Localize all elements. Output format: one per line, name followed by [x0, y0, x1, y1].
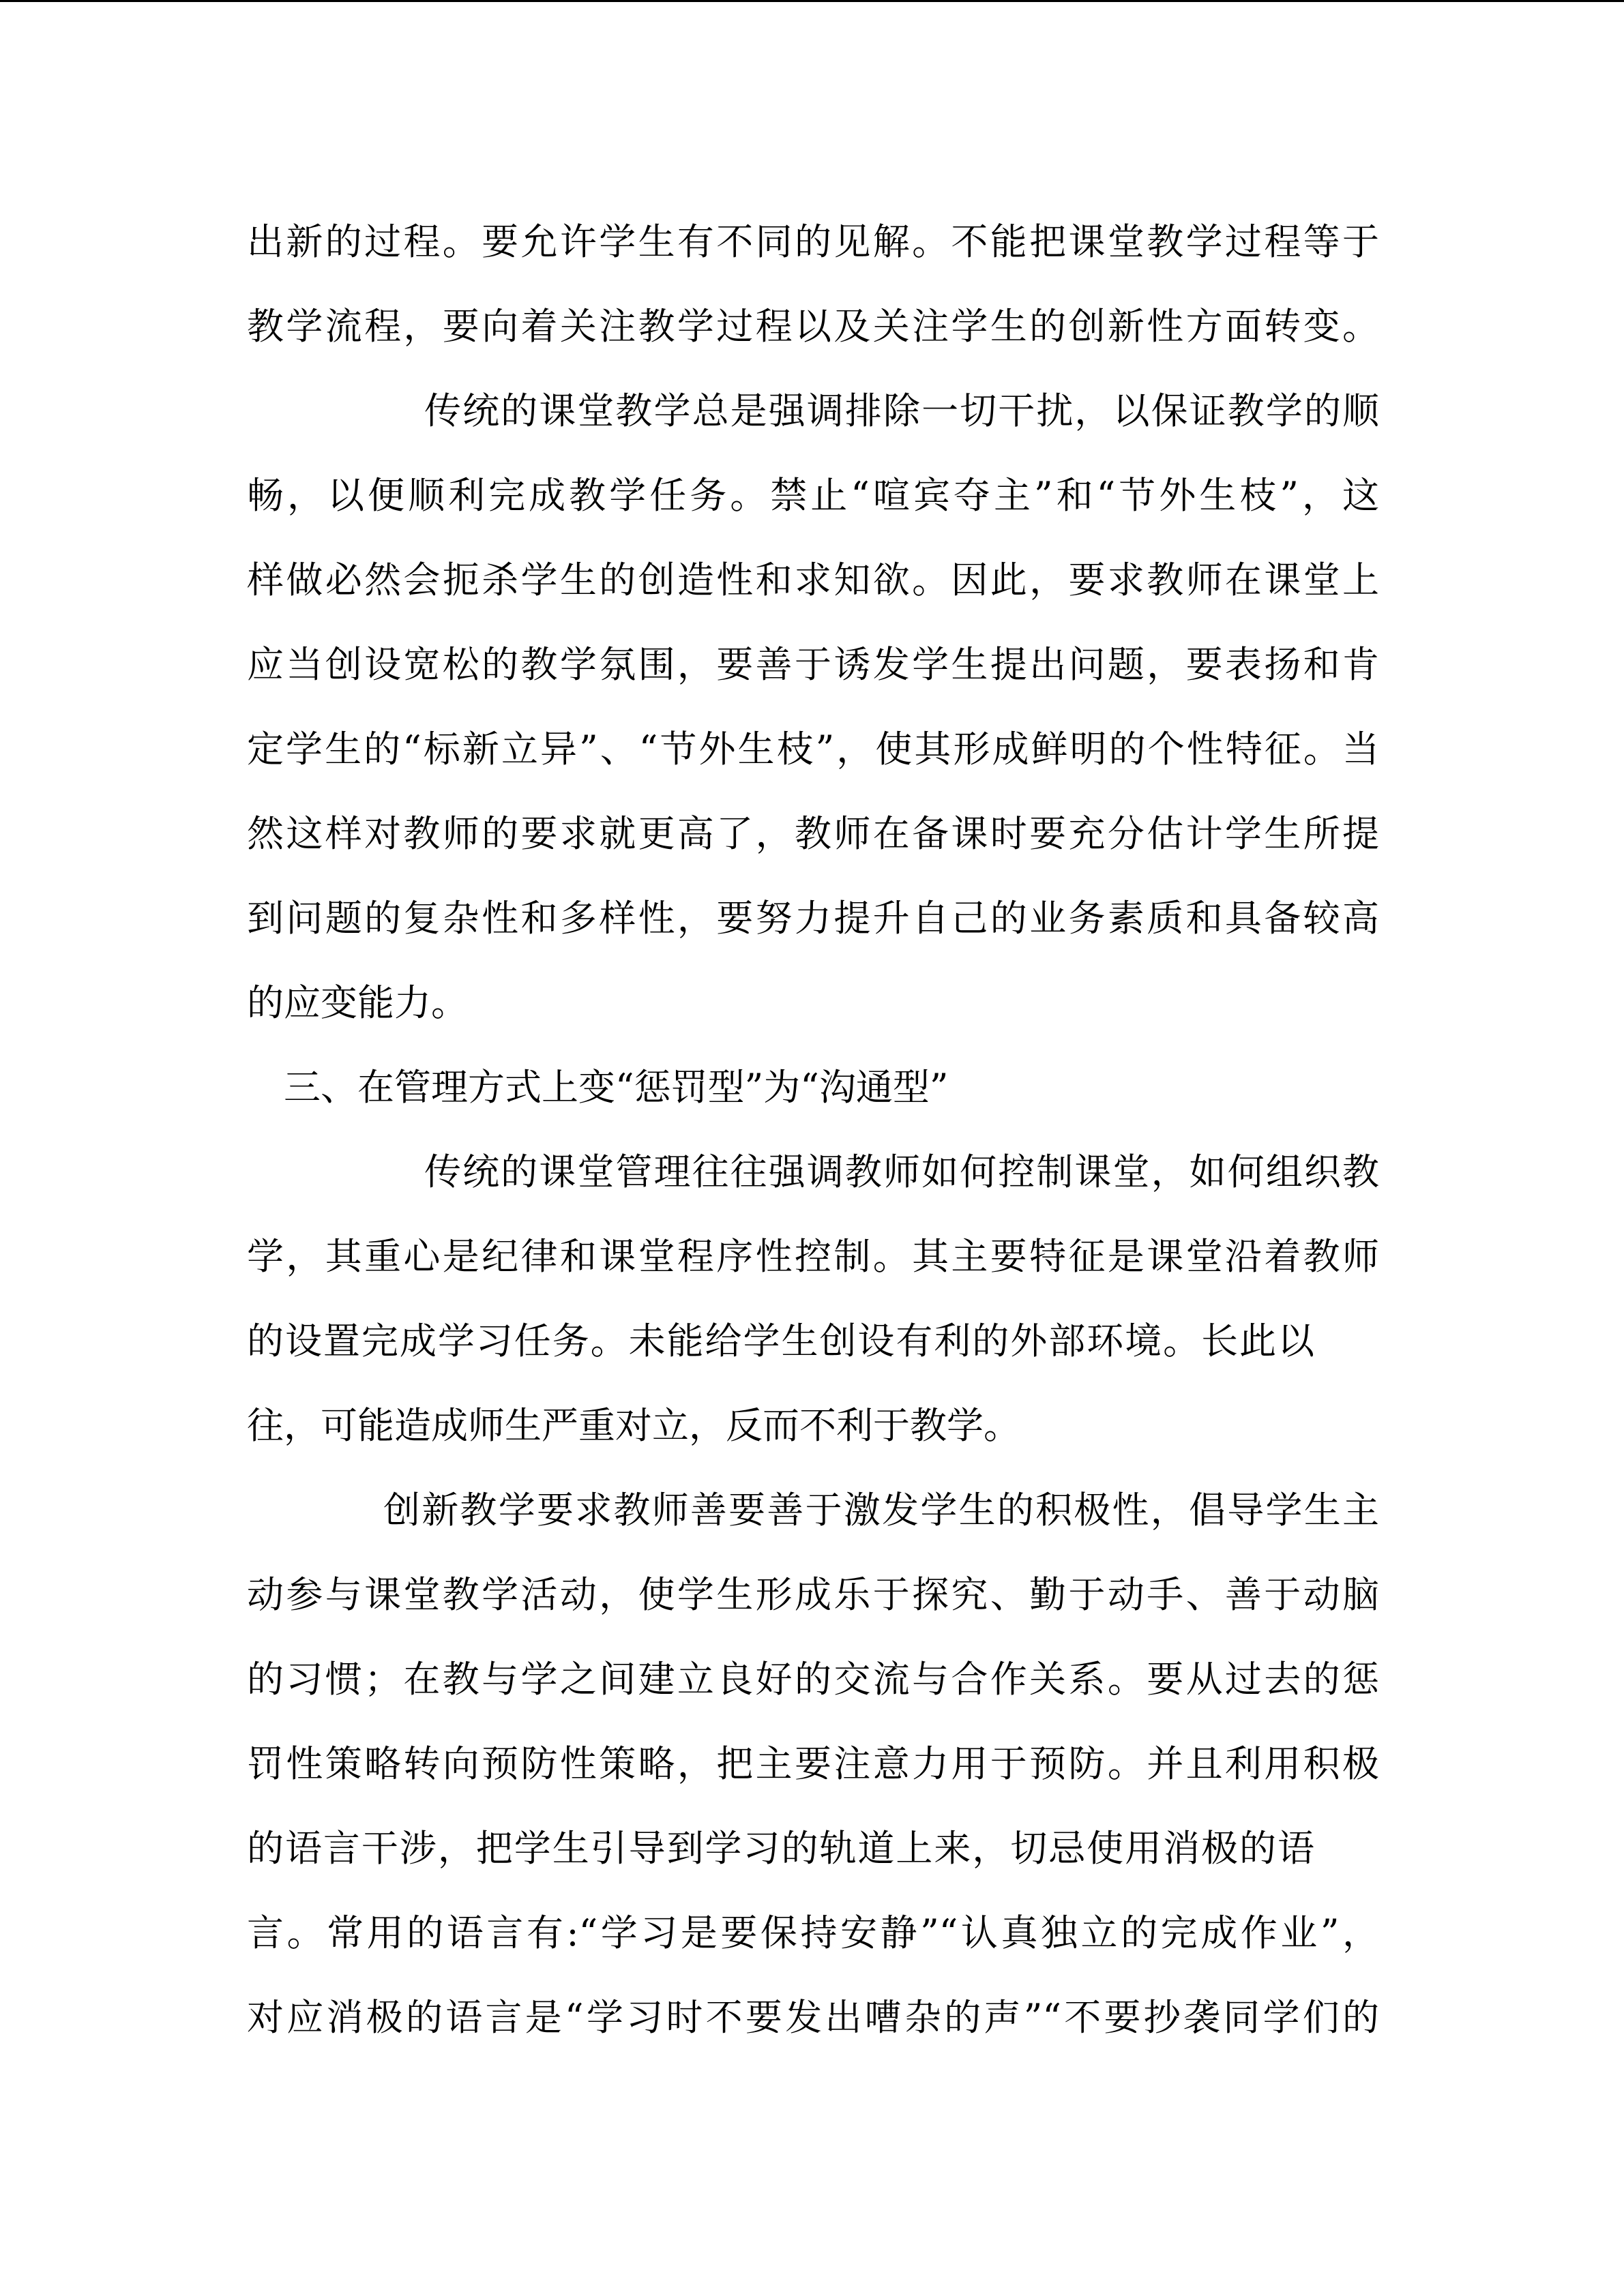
text-line: 罚性策略转向预防性策略，把主要注意力用于预防。并且利用积极: [247, 1742, 1379, 1785]
text-line: 畅，以便顺利完成教学任务。禁止“喧宾夺主”和“节外生枝”，这: [247, 474, 1379, 517]
text-line: 的语言干涉，把学生引导到学习的轨道上来，切忌使用消极的语: [247, 1827, 1314, 1870]
text-line: 的习惯；在教与学之间建立良好的交流与合作关系。要从过去的惩: [247, 1658, 1379, 1701]
text-line: 定学生的“标新立异”、“节外生枝”，使其形成鲜明的个性特征。当: [247, 728, 1379, 771]
text-line: 的应变能力。: [247, 981, 468, 1024]
text-line: 言。常用的语言有:“学习是要保持安静”“认真独立的完成作业”，: [247, 1911, 1379, 1954]
text-line: 学，其重心是纪律和课堂程序性控制。其主要特征是课堂沿着教师: [247, 1235, 1379, 1278]
text-line: 的设置完成学习任务。未能给学生创设有利的外部环境。长此以: [247, 1320, 1314, 1362]
text-line: 样做必然会扼杀学生的创造性和求知欲。因此，要求教师在课堂上: [247, 558, 1379, 601]
text-line: 出新的过程。要允许学生有不同的见解。不能把课堂教学过程等于: [247, 220, 1379, 263]
text-line: 往，可能造成师生严重对立，反而不利于教学。: [247, 1404, 1020, 1447]
text-line: 应当创设宽松的教学氛围，要善于诱发学生提出问题，要表扬和肯: [247, 643, 1379, 686]
text-line: 动参与课堂教学活动，使学生形成乐于探究、勤于动手、善于动脑: [247, 1573, 1379, 1616]
section-heading: 三、在管理方式上变“惩罚型”为“沟通型”: [284, 1066, 949, 1109]
paragraph-start-line: 传统的课堂教学总是强调排除一切干扰，以保证教学的顺: [424, 389, 1379, 432]
text-line: 然这样对教师的要求就更高了，教师在备课时要充分估计学生所提: [247, 812, 1379, 855]
text-line: 对应消极的语言是“学习时不要发出嘈杂的声”“不要抄袭同学们的: [247, 1996, 1379, 2039]
paragraph-start-line: 创新教学要求教师善要善于激发学生的积极性，倡导学生主: [383, 1489, 1379, 1532]
paragraph-start-line: 传统的课堂管理往往强调教师如何控制课堂，如何组织教: [424, 1150, 1379, 1193]
text-line: 教学流程，要向着关注教学过程以及关注学生的创新性方面转变。: [247, 305, 1379, 348]
page-top-border: [0, 0, 1624, 2]
text-line: 到问题的复杂性和多样性，要努力提升自己的业务素质和具备较高: [247, 897, 1379, 940]
